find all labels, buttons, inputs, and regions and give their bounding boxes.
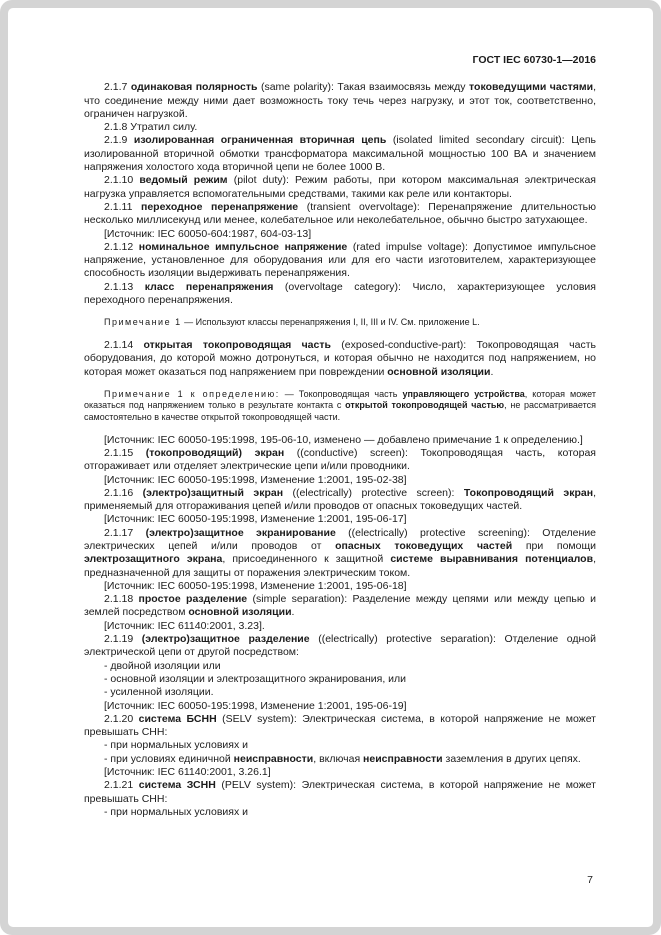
- text-run: [Источник: IEC 61140:2001, 3.23].: [104, 619, 265, 632]
- text-run: [Источник: IEC 61140:2001, 3.26.1]: [104, 766, 271, 779]
- text-run: система ЗСНН: [138, 779, 216, 792]
- paragraph: [84, 593, 596, 620]
- text-run: основной изоляции: [188, 606, 292, 619]
- source-reference: [84, 580, 596, 593]
- text-run: токоведущими частями: [469, 81, 594, 94]
- text-run: ((electrically) protective separation): Отделение одной электрической цепи от другой посредством:: [84, 633, 596, 659]
- paragraph: [84, 81, 596, 121]
- text-run: одинаковая полярность: [130, 81, 258, 94]
- list-item: [84, 739, 596, 752]
- source-reference: [84, 474, 596, 487]
- paragraph: [84, 121, 596, 134]
- text-run: - при нормальных условиях и: [104, 739, 248, 752]
- text-run: 2.1.15: [104, 446, 146, 459]
- source-reference: [84, 766, 596, 779]
- text-run: , которая может оказаться под напряжением только в результате контакта с: [84, 388, 596, 411]
- text-run: 2.1.13: [104, 280, 145, 293]
- text-run: 2.1.16: [104, 486, 143, 499]
- paragraph: [84, 174, 596, 201]
- text-run: 2.1.17: [104, 526, 146, 539]
- text-run: Примечание 1 к определению:: [104, 388, 280, 399]
- text-run: - усиленной изоляции.: [104, 686, 214, 699]
- source-reference: [84, 513, 596, 526]
- text-run: Токопроводящий экран: [463, 486, 594, 499]
- text-run: ((electrically) protective screen):: [283, 486, 464, 499]
- text-run: изолированная ограниченная вторичная цепь: [133, 134, 387, 147]
- note: [84, 389, 596, 424]
- text-run: [Источник: IEC 60050-195:1998, Изменение 1:2001, 195-06-18]: [104, 579, 407, 592]
- text-run: (isolated limited secondary circuit): Цепь изолированной вторичной обмотки трансформатора максимальной мощностью 100 ВА и значением напряжения холостого хода вторичной цепи не более 1000 В.: [84, 134, 596, 174]
- text-run: , что соединение между ними дает возможность току течь через нагрузку, и этот ток, соответственно, ограничен нагрузкой.: [84, 81, 596, 120]
- text-run: (токопроводящий) экран: [145, 446, 285, 459]
- text-run: [Источник: IEC 60050-195:1998, Изменение 1:2001, 195-02-38]: [104, 473, 407, 486]
- text-run: — Используют классы перенапряжения I, II, III и IV. См. приложение L.: [181, 317, 480, 328]
- document-page: [8, 8, 653, 927]
- paragraph: [84, 713, 596, 740]
- page-number: 7: [587, 873, 593, 886]
- text-run: (rated impulse voltage): Допустимое импульсное напряжение, установленное для оборудования или для его части изготовителем, характеризующее способность изоляции выдерживать перенапряжения.: [84, 240, 596, 280]
- text-run: (same polarity): Такая взаимосвязь между: [257, 81, 470, 94]
- text-run: [Источник: IEC 60050-195:1998, Изменение 1:2001, 195-06-19]: [104, 699, 407, 712]
- list-item: [84, 673, 596, 686]
- text-run: 2.1.11: [104, 200, 141, 213]
- text-run: , включая: [313, 752, 364, 765]
- text-run: управляющего устройства: [402, 388, 525, 399]
- note: [84, 317, 596, 329]
- text-run: номинальное импульсное напряжение: [138, 240, 348, 253]
- source-reference: [84, 228, 596, 241]
- text-run: - при нормальных условиях и: [104, 805, 248, 818]
- text-run: [Источник: IEC 60050-195:1998, 195-06-10, изменено — добавлено примечание 1 к определению.]: [104, 433, 583, 446]
- list-item: [84, 686, 596, 699]
- paragraph: [84, 134, 596, 174]
- paragraph: [84, 487, 596, 514]
- text-run: (электро)защитное разделение: [141, 633, 310, 646]
- text-run: при помощи: [512, 539, 596, 552]
- paragraph: [84, 447, 596, 474]
- text-run: 2.1.18: [104, 593, 139, 606]
- list-item: [84, 660, 596, 673]
- text-run: системе выравнивания потенциалов: [390, 553, 594, 566]
- text-run: — Токопроводящая часть: [279, 388, 403, 399]
- text-run: 2.1.9: [104, 134, 134, 147]
- paragraph: [84, 779, 596, 806]
- text-run: (simple separation): Разделение между цепями или между цепью и землей посредством: [84, 593, 596, 619]
- text-run: 2.1.8 Утратил силу.: [104, 121, 198, 134]
- text-run: ((electrically) protective screening): Отделение электрических цепей и/или проводов от: [84, 526, 596, 552]
- text-run: , не рассматривается самостоятельно в качестве открытой токопроводящей части.: [84, 400, 596, 423]
- text-run: простое разделение: [138, 593, 248, 606]
- text-run: неисправности: [233, 752, 314, 765]
- text-run: 2.1.12: [104, 240, 139, 253]
- text-run: (PELV system): Электрическая система, в которой напряжение не может превышать СНН:: [84, 779, 596, 805]
- text-run: класс перенапряжения: [144, 280, 274, 293]
- text-run: 2.1.14: [104, 338, 144, 351]
- text-run: - при условиях единичной: [104, 752, 234, 765]
- text-run: [Источник: IEC 60050-604:1987, 604-03-13]: [104, 227, 312, 240]
- text-run: , предназначенной для защиты от поражения электрическим током.: [84, 553, 596, 579]
- text-run: опасных токоведущих частей: [335, 539, 513, 552]
- text-run: переходное перенапряжение: [141, 200, 299, 213]
- paragraph: [84, 527, 596, 580]
- text-run: электрозащитного экрана: [84, 553, 223, 566]
- text-run: неисправности: [363, 752, 443, 765]
- text-run: , применяемый для отгораживания цепей и/или проводов от опасных токоведущих частей.: [84, 486, 596, 513]
- text-run: (exposed-conductive-part): Токопроводящая часть оборудования, до которой можно дотронуться, и которая обычно не находится под напряжением, но которая может оказаться под напряжением при повреждении: [84, 338, 596, 378]
- text-run: (электро)защитный экран: [142, 486, 284, 499]
- text-run: Примечание 1: [104, 317, 182, 328]
- document-header: ГОСТ IEC 60730-1—2016: [472, 54, 596, 66]
- paragraph: [84, 633, 596, 660]
- paragraph: [84, 201, 596, 228]
- text-run: открытой токопроводящей частью: [345, 400, 505, 411]
- text-run: открытая токопроводящая часть: [143, 338, 331, 351]
- list-item: [84, 753, 596, 766]
- text-run: (overvoltage category): Число, характеризующее условия переходного перенапряжения.: [84, 280, 596, 307]
- text-run: (SELV system): Электрическая система, в которой напряжение не может превышать СНН:: [84, 712, 596, 739]
- list-item: [84, 806, 596, 819]
- paragraph: [84, 339, 596, 379]
- text-run: (электро)защитное экранирование: [145, 526, 336, 539]
- text-run: - основной изоляции и электрозащитного экранирования, или: [104, 672, 407, 685]
- text-run: ((conductive) screen): Токопроводящая часть, которая отгораживает или отделяет электрические цепи и/или проводники.: [84, 446, 596, 473]
- text-run: 2.1.21: [104, 779, 139, 792]
- text-run: , присоединенного к защитной: [222, 553, 391, 566]
- source-reference: [84, 434, 596, 447]
- text-run: 2.1.10: [104, 174, 140, 187]
- paragraph: [84, 281, 596, 308]
- text-run: [Источник: IEC 60050-195:1998, Изменение 1:2001, 195-06-17]: [104, 513, 407, 526]
- text-run: 2.1.7: [104, 81, 131, 94]
- text-run: (pilot duty): Режим работы, при котором максимальная электрическая нагрузка управляется вспомогательными средствами, такими как реле или контакторы.: [84, 174, 596, 200]
- text-run: заземления в других цепях.: [442, 752, 581, 765]
- text-run: ведомый режим: [139, 174, 228, 187]
- document-body: [84, 81, 596, 819]
- text-run: .: [291, 606, 295, 619]
- text-run: основной изоляции: [387, 365, 491, 378]
- text-run: 2.1.20: [104, 712, 139, 725]
- text-run: система БСНН: [138, 712, 217, 725]
- text-run: .: [490, 365, 494, 378]
- paragraph: [84, 241, 596, 281]
- text-run: (transient overvoltage): Перенапряжение длительностью несколько миллисекунд или менее, колебательное или неколебательное, обычно быстро затухающее.: [84, 200, 596, 227]
- source-reference: [84, 700, 596, 713]
- text-run: - двойной изоляции или: [104, 659, 221, 672]
- text-run: 2.1.19: [104, 633, 142, 646]
- source-reference: [84, 620, 596, 633]
